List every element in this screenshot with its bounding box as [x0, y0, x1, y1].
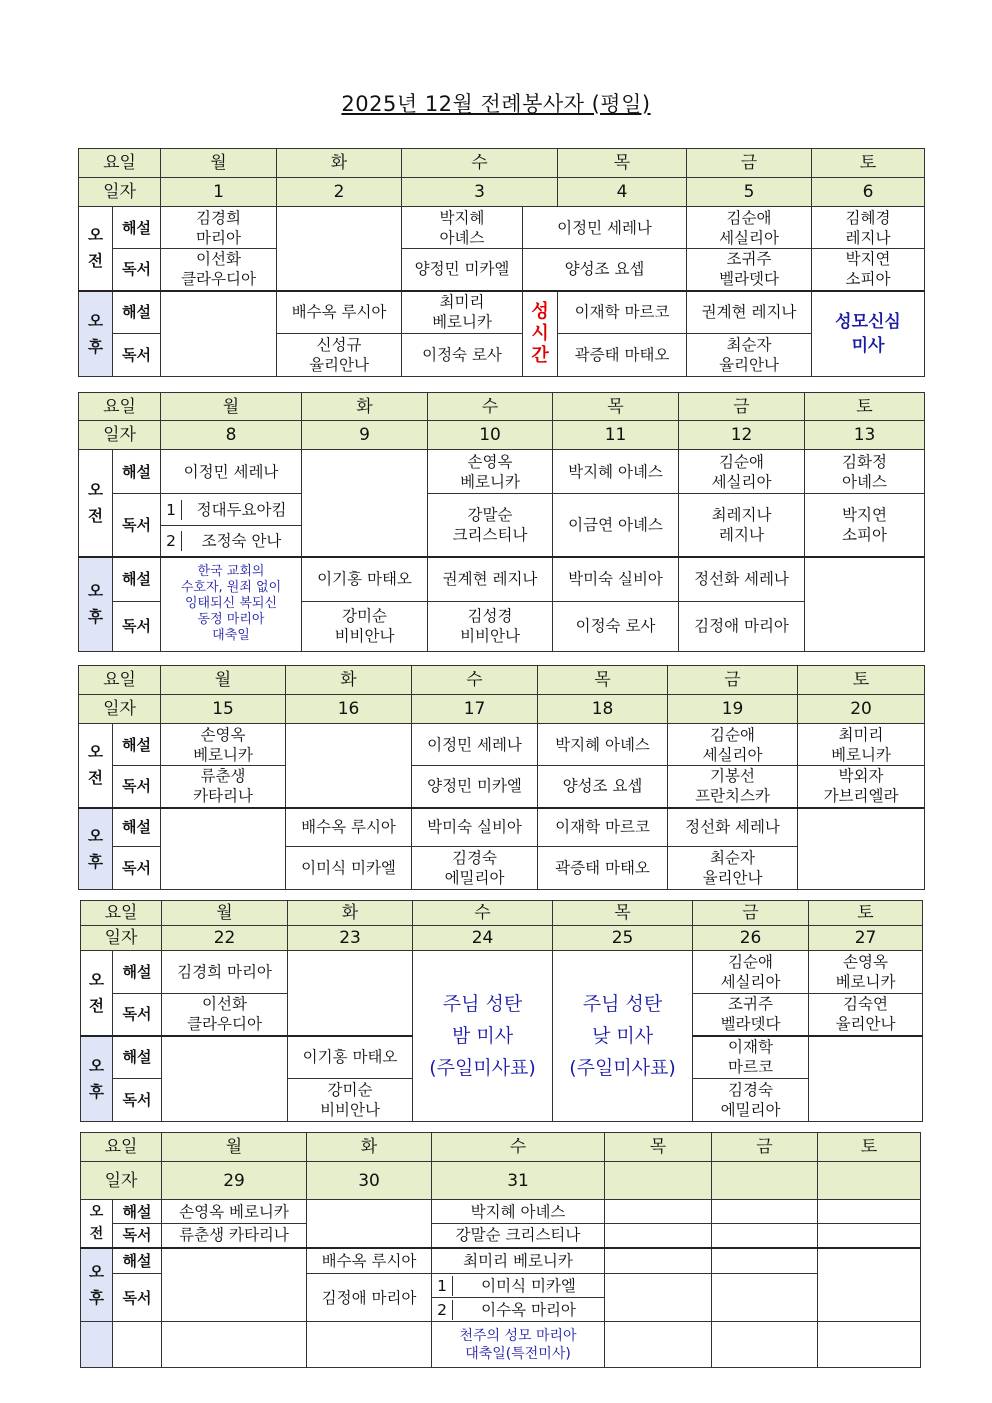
assignment-cell: 최미리 베로니카 — [798, 724, 925, 766]
assignment-cell: 이금연 아녜스 — [553, 494, 679, 558]
assignment-cell: 김정애 마리아 — [679, 601, 805, 651]
assignment-cell: 강미순 비비안나 — [288, 1079, 413, 1122]
christmas-night-mass-note: 주님 성탄 밤 미사 (주일미사표) — [413, 951, 553, 1122]
assignment-cell: 김화정 아녜스 — [805, 450, 925, 494]
assignment-cell: 손영옥 베로니카 — [809, 951, 923, 994]
special-mass-note: 성모신심 미사 — [812, 291, 925, 377]
assignment-cell: 박미숙 실비아 — [412, 808, 538, 847]
assignment-cell: 이정숙 로사 — [402, 334, 523, 377]
assignment-cell: 곽증태 마태오 — [558, 334, 687, 377]
day-tue: 화 — [307, 1133, 432, 1162]
day-wed: 수 — [402, 149, 558, 178]
assignment-cell: 배수옥 루시아 — [286, 808, 412, 847]
split-number: 1 — [432, 1276, 453, 1296]
assignment-cell: 김성경 비비안나 — [428, 601, 553, 651]
feast-note: 천주의 성모 마리아 대축일(특전미사) — [432, 1322, 605, 1368]
assignment-cell: 이정민 세레나 — [523, 207, 687, 249]
assignment-cell: 조귀주 벨라뎃다 — [693, 994, 809, 1036]
empty-cell — [818, 1248, 921, 1322]
date-cell — [712, 1162, 818, 1200]
assignment-cell: 신성규 율리안나 — [277, 334, 402, 377]
assignment-cell: 김순애 세실리아 — [687, 207, 812, 249]
date-cell: 9 — [302, 421, 428, 450]
assignment-cell: 박지혜 아녜스 — [402, 207, 523, 249]
assignment-cell: 최순자 율리안나 — [668, 847, 798, 890]
date-cell: 6 — [812, 178, 925, 207]
empty-cell — [307, 1200, 432, 1248]
assignment-cell: 이정민 세레나 — [161, 450, 302, 494]
assignment-cell: 조귀주 벨라뎃다 — [687, 249, 812, 291]
day-wed: 수 — [412, 666, 538, 695]
empty-cell — [818, 1322, 921, 1368]
date-cell: 11 — [553, 421, 679, 450]
am-label: 오 전 — [81, 1200, 113, 1248]
split-name: 이미식 미카엘 — [481, 1276, 576, 1295]
empty-cell — [605, 1274, 712, 1322]
empty-cell — [818, 1224, 921, 1248]
date-header-label: 일자 — [81, 1162, 162, 1200]
day-wed: 수 — [428, 393, 553, 421]
date-cell: 17 — [412, 695, 538, 724]
date-cell: 1 — [161, 178, 277, 207]
empty-cell — [286, 724, 412, 808]
pm-label: 오 후 — [79, 291, 113, 377]
reader-label: 독서 — [113, 1079, 162, 1122]
date-cell: 18 — [538, 695, 668, 724]
assignment-cell: 양정민 미카엘 — [412, 766, 538, 808]
empty-cell — [712, 1224, 818, 1248]
day-sat: 토 — [805, 393, 925, 421]
day-header-label: 요일 — [79, 666, 161, 695]
date-cell: 16 — [286, 695, 412, 724]
date-cell: 5 — [687, 178, 812, 207]
assignment-cell: 박지연 소피아 — [812, 249, 925, 291]
date-header-label: 일자 — [79, 695, 161, 724]
assignment-cell: 김순애 세실리아 — [679, 450, 805, 494]
day-wed: 수 — [413, 901, 553, 926]
date-cell — [605, 1162, 712, 1200]
assignment-cell: 배수옥 루시아 — [307, 1248, 432, 1274]
assignment-cell: 강말순 크리스티나 — [428, 494, 553, 558]
assignment-cell: 곽증태 마태오 — [538, 847, 668, 890]
commentary-label: 해설 — [113, 1200, 162, 1224]
week-5-table — [80, 1132, 921, 1368]
assignment-cell: 류춘생 카타리나 — [161, 766, 286, 808]
commentary-label: 해설 — [113, 1036, 162, 1079]
reader-label: 독서 — [113, 994, 162, 1036]
date-cell: 22 — [162, 926, 288, 951]
pm-label: 오 후 — [81, 1036, 113, 1122]
assignment-cell: 김순애 세실리아 — [693, 951, 809, 994]
assignment-cell: 김경숙 에밀리아 — [412, 847, 538, 890]
day-sat: 토 — [798, 666, 925, 695]
empty-cell — [712, 1200, 818, 1224]
split-number: 2 — [432, 1300, 453, 1320]
empty-cell — [605, 1200, 712, 1224]
day-sat: 토 — [818, 1133, 921, 1162]
day-header-label: 요일 — [79, 149, 161, 178]
day-tue: 화 — [286, 666, 412, 695]
assignment-cell: 이재학 마르코 — [558, 291, 687, 334]
date-cell: 15 — [161, 695, 286, 724]
reader-label: 독서 — [113, 249, 161, 291]
day-header-label: 요일 — [79, 393, 161, 421]
date-cell: 2 — [277, 178, 402, 207]
day-sat: 토 — [809, 901, 923, 926]
date-cell: 30 — [307, 1162, 432, 1200]
reader-label: 독서 — [113, 847, 161, 890]
week-4-table — [80, 900, 923, 1122]
date-cell: 23 — [288, 926, 413, 951]
commentary-label: 해설 — [113, 1248, 162, 1274]
feast-note: 한국 교회의 수호자, 원죄 없이 잉태되신 복되신 동정 마리아 대축일 — [161, 557, 302, 651]
day-fri: 금 — [693, 901, 809, 926]
reader-label: 독서 — [113, 766, 161, 808]
date-cell: 26 — [693, 926, 809, 951]
date-cell: 13 — [805, 421, 925, 450]
assignment-cell: 이정민 세레나 — [412, 724, 538, 766]
page-title: 2025년 12월 전례봉사자 (평일) — [341, 92, 651, 116]
date-cell: 20 — [798, 695, 925, 724]
day-mon: 월 — [161, 149, 277, 178]
commentary-label: 해설 — [113, 557, 161, 601]
empty-cell — [712, 1248, 818, 1274]
empty-cell — [113, 1322, 162, 1368]
empty-cell — [712, 1322, 818, 1368]
assignment-cell: 박지혜 아녜스 — [553, 450, 679, 494]
christmas-day-mass-note: 주님 성탄 낮 미사 (주일미사표) — [553, 951, 693, 1122]
empty-cell — [307, 1322, 432, 1368]
assignment-cell: 박지연 소피아 — [805, 494, 925, 558]
assignment-cell: 김정애 마리아 — [307, 1274, 432, 1322]
commentary-label: 해설 — [113, 951, 162, 994]
assignment-cell: 손영옥 베로니카 — [162, 1200, 307, 1224]
assignment-cell: 배수옥 루시아 — [277, 291, 402, 334]
am-label: 오 전 — [79, 207, 113, 291]
day-sat: 토 — [812, 149, 925, 178]
assignment-cell: 강미순 비비안나 — [302, 601, 428, 651]
day-mon: 월 — [162, 1133, 307, 1162]
day-thu: 목 — [553, 901, 693, 926]
day-mon: 월 — [162, 901, 288, 926]
day-thu: 목 — [605, 1133, 712, 1162]
date-cell: 24 — [413, 926, 553, 951]
day-fri: 금 — [687, 149, 812, 178]
assignment-cell: 최미리 베로니카 — [402, 291, 523, 334]
week-1-table — [78, 148, 925, 377]
assignment-cell: 강말순 크리스티나 — [432, 1224, 605, 1248]
date-cell: 27 — [809, 926, 923, 951]
date-cell: 31 — [432, 1162, 605, 1200]
day-tue: 화 — [277, 149, 402, 178]
assignment-cell: 김혜경 레지나 — [812, 207, 925, 249]
date-cell: 10 — [428, 421, 553, 450]
assignment-cell: 김경희 마리아 — [161, 207, 277, 249]
split-row — [161, 526, 301, 556]
reader-label: 독서 — [113, 494, 161, 558]
reader-label: 독서 — [113, 1274, 162, 1322]
empty-cell — [818, 1200, 921, 1224]
assignment-cell: 박외자 가브리엘라 — [798, 766, 925, 808]
week-3-table — [78, 665, 925, 890]
reader-label: 독서 — [113, 601, 161, 651]
commentary-label: 해설 — [113, 207, 161, 249]
day-wed: 수 — [432, 1133, 605, 1162]
assignment-cell: 류춘생 카타리나 — [162, 1224, 307, 1248]
empty-cell — [605, 1224, 712, 1248]
empty-cell — [809, 1036, 923, 1122]
date-cell: 4 — [558, 178, 687, 207]
split-name: 이수옥 마리아 — [481, 1300, 576, 1319]
assignment-cell: 이기홍 마태오 — [288, 1036, 413, 1079]
am-label: 오 전 — [81, 951, 113, 1036]
pm-label: 오 후 — [79, 808, 113, 890]
split-row — [161, 494, 301, 526]
day-header-label: 요일 — [81, 901, 162, 926]
date-header-label: 일자 — [79, 421, 161, 450]
date-cell: 19 — [668, 695, 798, 724]
assignment-cell: 김숙연 율리안나 — [809, 994, 923, 1036]
commentary-label: 해설 — [113, 808, 161, 847]
date-cell: 3 — [402, 178, 558, 207]
split-name: 조정숙 안나 — [201, 532, 282, 550]
assignment-cell: 정선화 세레나 — [668, 808, 798, 847]
empty-cell — [288, 951, 413, 1036]
empty-cell — [712, 1274, 818, 1322]
assignment-cell: 양성조 요셉 — [538, 766, 668, 808]
empty-cell — [81, 1322, 113, 1368]
am-label: 오 전 — [79, 724, 113, 808]
empty-cell — [605, 1322, 712, 1368]
day-fri: 금 — [668, 666, 798, 695]
week-2-table — [78, 392, 925, 652]
assignment-cell: 양성조 요셉 — [523, 249, 687, 291]
assignment-cell: 이재학 마르코 — [693, 1036, 809, 1079]
empty-cell — [161, 291, 277, 377]
date-header-label: 일자 — [79, 178, 161, 207]
empty-cell — [302, 450, 428, 558]
assignment-cell: 기봉선 프란치스카 — [668, 766, 798, 808]
split-reader-cell — [161, 494, 302, 558]
date-cell — [818, 1162, 921, 1200]
assignment-cell: 양정민 미카엘 — [402, 249, 523, 291]
assignment-cell: 박미숙 실비아 — [553, 557, 679, 601]
assignment-cell: 최미리 베로니카 — [432, 1248, 605, 1274]
assignment-cell: 이선화 클라우디아 — [161, 249, 277, 291]
commentary-label: 해설 — [113, 724, 161, 766]
empty-cell — [605, 1248, 712, 1274]
empty-cell — [805, 557, 925, 651]
empty-cell — [277, 207, 402, 291]
split-row — [432, 1298, 604, 1321]
assignment-cell: 권계현 레지나 — [687, 291, 812, 334]
day-tue: 화 — [302, 393, 428, 421]
empty-cell — [162, 1036, 288, 1122]
day-thu: 목 — [553, 393, 679, 421]
day-mon: 월 — [161, 666, 286, 695]
assignment-cell: 김경희 마리아 — [162, 951, 288, 994]
assignment-cell: 권계현 레지나 — [428, 557, 553, 601]
split-row — [432, 1274, 604, 1298]
assignment-cell: 김경숙 에밀리아 — [693, 1079, 809, 1122]
reader-label: 독서 — [113, 334, 161, 377]
split-number: 1 — [161, 500, 182, 520]
day-tue: 화 — [288, 901, 413, 926]
split-number: 2 — [161, 531, 182, 551]
day-mon: 월 — [161, 393, 302, 421]
date-cell: 29 — [162, 1162, 307, 1200]
date-cell: 25 — [553, 926, 693, 951]
pm-label: 오 후 — [79, 557, 113, 651]
empty-cell — [798, 808, 925, 890]
empty-cell — [162, 1248, 307, 1322]
empty-cell — [162, 1322, 307, 1368]
assignment-cell: 정선화 세레나 — [679, 557, 805, 601]
assignment-cell: 최순자 율리안나 — [687, 334, 812, 377]
assignment-cell: 손영옥 베로니카 — [161, 724, 286, 766]
assignment-cell: 박지혜 아녜스 — [538, 724, 668, 766]
day-thu: 목 — [558, 149, 687, 178]
commentary-label: 해설 — [113, 291, 161, 334]
assignment-cell: 이재학 마르코 — [538, 808, 668, 847]
assignment-cell: 이미식 미카엘 — [286, 847, 412, 890]
date-cell: 8 — [161, 421, 302, 450]
reader-label: 독서 — [113, 1224, 162, 1248]
day-fri: 금 — [712, 1133, 818, 1162]
day-fri: 금 — [679, 393, 805, 421]
split-name: 정대두요아킴 — [196, 500, 287, 519]
holy-hour-label: 성 시 간 — [523, 291, 558, 377]
assignment-cell: 김순애 세실리아 — [668, 724, 798, 766]
pm-label: 오 후 — [81, 1248, 113, 1322]
empty-cell — [161, 808, 286, 890]
day-thu: 목 — [538, 666, 668, 695]
assignment-cell: 손영옥 베로니카 — [428, 450, 553, 494]
assignment-cell: 이기홍 마태오 — [302, 557, 428, 601]
date-cell: 12 — [679, 421, 805, 450]
day-header-label: 요일 — [81, 1133, 162, 1162]
commentary-label: 해설 — [113, 450, 161, 494]
assignment-cell: 최레지나 레지나 — [679, 494, 805, 558]
assignment-cell: 이선화 클라우디아 — [162, 994, 288, 1036]
am-label: 오 전 — [79, 450, 113, 558]
assignment-cell: 박지혜 아녜스 — [432, 1200, 605, 1224]
split-reader-cell — [432, 1274, 605, 1322]
assignment-cell: 이정숙 로사 — [553, 601, 679, 651]
date-header-label: 일자 — [81, 926, 162, 951]
